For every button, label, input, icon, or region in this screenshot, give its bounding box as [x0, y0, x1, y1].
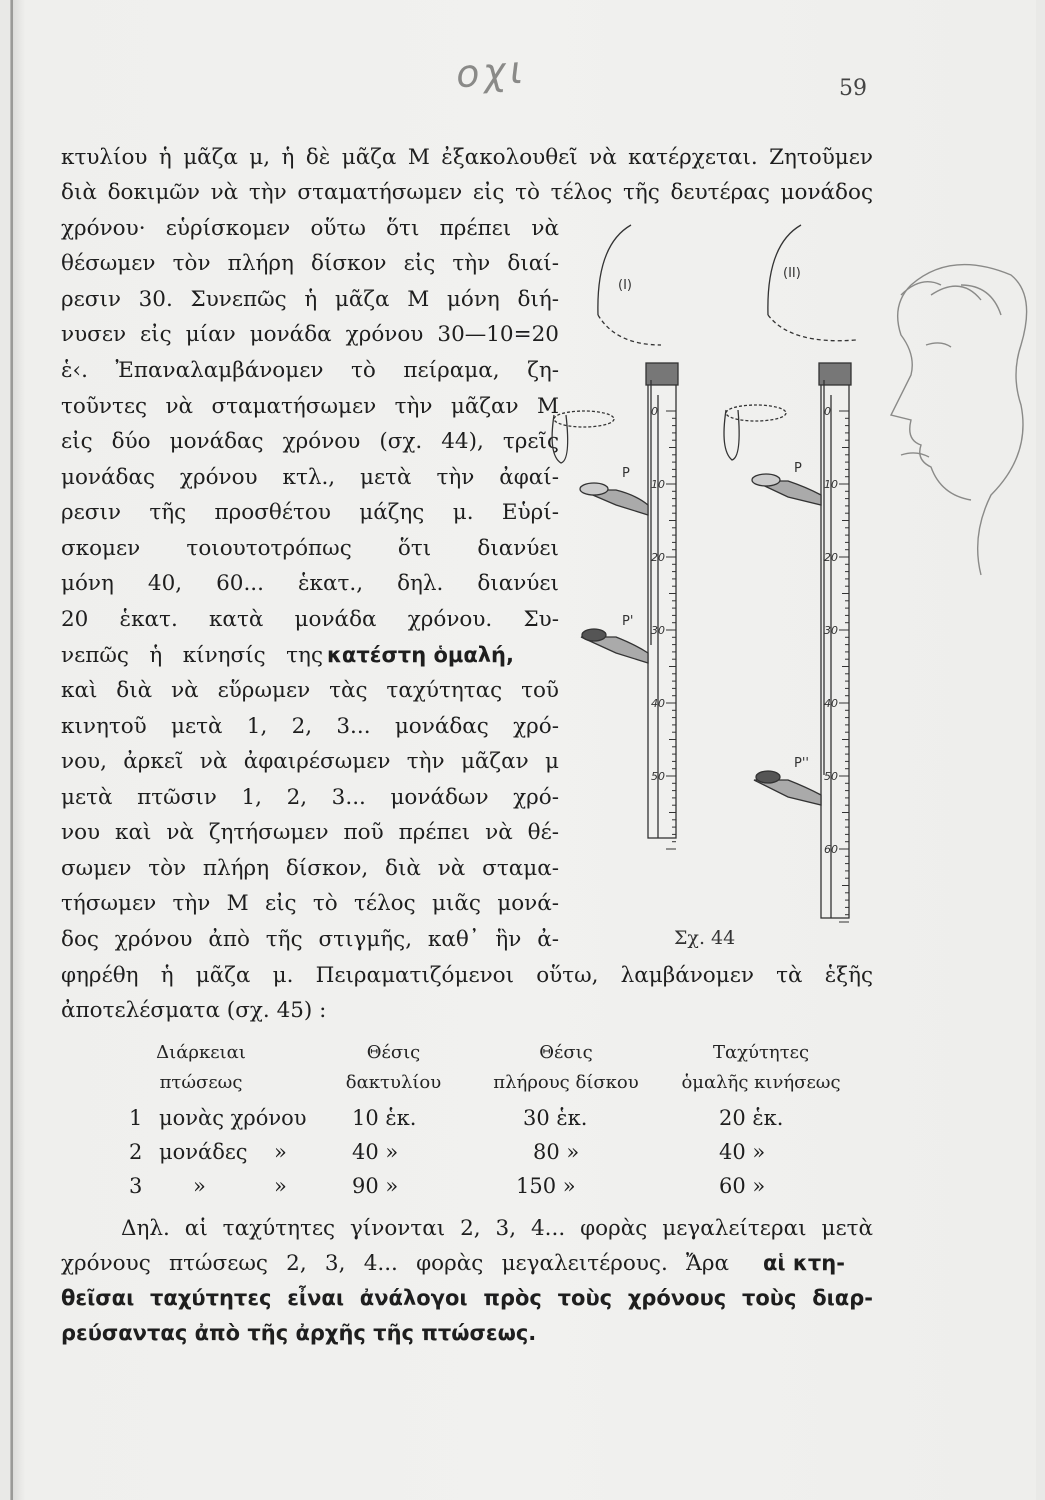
table-cell: 150 » [516, 1174, 576, 1198]
table-cell: μονάδες [159, 1140, 248, 1164]
text-line: μόνη 40, 60... ἑκατ., δηλ. διανύει [61, 571, 559, 596]
table-cell: 80 » [533, 1140, 580, 1164]
ring-p-left [580, 483, 608, 495]
table-header: πτώσεως [159, 1072, 243, 1093]
table-cell: 1 [129, 1106, 143, 1130]
atwood-machine-figure [536, 205, 871, 925]
text-line: τήσωμεν τὴν Μ εἰς τὸ τέλος μιᾶς μονά- [61, 891, 559, 916]
scale-label: 0 [824, 405, 831, 418]
text-line: φηρέθη ἡ μᾶζα μ. Πειραματιζόμενοι οὕτω, λαμβάνομεν τὰ ἑξῆς [61, 963, 873, 988]
scale-label: 10 [824, 478, 838, 491]
table-cell: » [274, 1174, 287, 1198]
text-line: ἀποτελέσματα (σχ. 45) : [61, 998, 327, 1023]
table-cell: 2 [129, 1140, 143, 1164]
disc-p2-right [756, 771, 780, 783]
text-line: νου, ἀρκεῖ νὰ ἀφαιρέσωμεν τὴν μᾶζαν μ [61, 749, 559, 774]
text-line: κινητοῦ μετὰ 1, 2, 3... μονάδας χρό- [61, 714, 559, 739]
scale-ticks-left [651, 405, 676, 849]
table-header: Θέσις [366, 1042, 421, 1063]
table-cell: 40 » [719, 1140, 766, 1164]
label-p-right: P [794, 461, 802, 476]
page-edge-line [11, 0, 13, 1500]
table-header: Θέσις [539, 1042, 593, 1063]
figure-caption: Σχ. 44 [674, 927, 736, 949]
text-line: ἑ‹. Ἐπαναλαμβάνομεν τὸ πείραμα, ζη- [61, 358, 559, 383]
scale-right [821, 368, 849, 918]
disc-p1-left [582, 629, 606, 641]
string-dashed-right [768, 315, 856, 341]
scale-label: 0 [651, 405, 658, 418]
figure-label-left: (I) [618, 278, 632, 293]
scale-label: 30 [651, 624, 665, 637]
text-line: θέσωμεν τὸν πλήρη δίσκον εἰς τὴν διαί- [61, 251, 559, 276]
text-line: σκομεν τοιουτοτρόπως ὅτι διανύει [61, 536, 559, 561]
text-line: ρεσιν τῆς προσθέτου μάζης μ. Εὑρί- [61, 500, 559, 525]
book-page [10, 0, 1036, 1500]
scale-label: 30 [824, 624, 838, 637]
scale-label: 50 [824, 770, 838, 783]
text-line: χρόνου· εὑρίσκομεν οὕτω ὅτι πρέπει νὰ [61, 216, 559, 241]
table-cell: 30 ἑκ. [523, 1106, 588, 1130]
scale-label: 40 [824, 697, 838, 710]
table-header: πλήρους δίσκου [493, 1072, 639, 1093]
text-line: διὰ δοκιμῶν νὰ τὴν σταματήσωμεν εἰς τὸ τέλος τῆς δευτέρας μονάδος [61, 180, 873, 205]
table-cell: 20 ἑκ. [719, 1106, 784, 1130]
table-cell: 60 » [719, 1174, 766, 1198]
text-line: εἰς δύο μονάδας χρόνου (σχ. 44), τρεῖς [61, 429, 559, 454]
table-cell: » [274, 1140, 287, 1164]
scale-label: 60 [824, 843, 838, 856]
suspended-mass-left [552, 415, 568, 463]
table-header: ὁμαλῆς κινήσεως [681, 1072, 841, 1093]
text-line: νεπῶς ἡ κίνησίς της [61, 643, 323, 668]
conclusion-line: χρόνους πτώσεως 2, 3, 4... φορὰς μεγαλειτέρους. Ἄρα [61, 1251, 729, 1276]
emphasis-text: κατέστη ὁμαλή, [327, 643, 514, 667]
text-line: 20 ἑκατ. κατὰ μονάδα χρόνου. Συ- [61, 607, 559, 632]
conclusion-emphasis: αἱ κτη- [763, 1251, 845, 1275]
text-line: νου καὶ νὰ ζητήσωμεν ποῦ πρέπει νὰ θέ- [61, 820, 559, 845]
conclusion-emphasis: ρεύσαντας ἀπὸ τῆς ἀρχῆς τῆς πτώσεως. [61, 1321, 537, 1345]
text-line: δος χρόνου ἀπὸ τῆς στιγμῆς, καθ᾽ ἣν ἀ- [61, 927, 559, 952]
table-cell: 10 ἑκ. [352, 1106, 417, 1130]
scale-label: 20 [651, 551, 665, 564]
handwritten-note: οχι [454, 47, 529, 97]
table-header: Διάρκειαι [156, 1042, 246, 1063]
scale-label: 50 [651, 770, 665, 783]
text-line: νυσεν εἰς μίαν μονάδα χρόνου 30—10=20 [61, 322, 559, 347]
scale-label: 20 [824, 551, 838, 564]
label-p1: P' [622, 614, 634, 629]
table-cell: » [193, 1174, 206, 1198]
text-line: κτυλίου ἡ μᾶζα μ, ἡ δὲ μᾶζα Μ ἐξακολουθεῖ νὰ κατέρχεται. Ζητοῦμεν [61, 145, 873, 170]
scale-label: 40 [651, 697, 665, 710]
margin-sketch [871, 255, 1036, 585]
text-line: τοῦντες νὰ σταματήσωμεν τὴν μᾶζαν Μ [61, 394, 559, 419]
text-line: μετὰ πτῶσιν 1, 2, 3... μονάδων χρό- [61, 785, 559, 810]
scale-label: 10 [651, 478, 665, 491]
figure-label-right: (II) [783, 266, 801, 281]
table-cell: μονὰς χρόνου [159, 1106, 307, 1130]
text-line: ρεσιν 30. Συνεπῶς ἡ μᾶζα Μ μόνη διή- [61, 287, 559, 312]
conclusion-emphasis: θεῖσαι ταχύτητες εἶναι ἀνάλογοι πρὸς τοὺς χρόνους τοὺς διαρ- [61, 1286, 873, 1310]
table-header: δακτυλίου [345, 1072, 442, 1093]
text-line: καὶ διὰ νὰ εὕρωμεν τὰς ταχύτητας τοῦ [61, 678, 559, 703]
table-cell: 90 » [352, 1174, 399, 1198]
ring-p-right [752, 474, 780, 486]
table-header: Ταχύτητες [712, 1042, 810, 1063]
table-cell: 40 » [352, 1140, 399, 1164]
conclusion-line: Δηλ. αἱ ταχύτητες γίνονται 2, 3, 4... φορὰς μεγαλείτεραι μετὰ [121, 1216, 873, 1241]
label-p-left: P [622, 466, 630, 481]
text-line: μονάδας χρόνου κτλ., μετὰ τὴν ἀφαί- [61, 465, 559, 490]
scale-ticks-right [824, 405, 849, 922]
text-line: σωμεν τὸν πλήρη δίσκον, διὰ νὰ σταμα- [61, 856, 559, 881]
table-cell: 3 [129, 1174, 143, 1198]
string-dashed-left [598, 315, 661, 345]
page-number: 59 [839, 76, 867, 101]
scale-left [648, 368, 676, 838]
string-arc-left [598, 225, 631, 315]
label-p2: P'' [794, 756, 809, 771]
